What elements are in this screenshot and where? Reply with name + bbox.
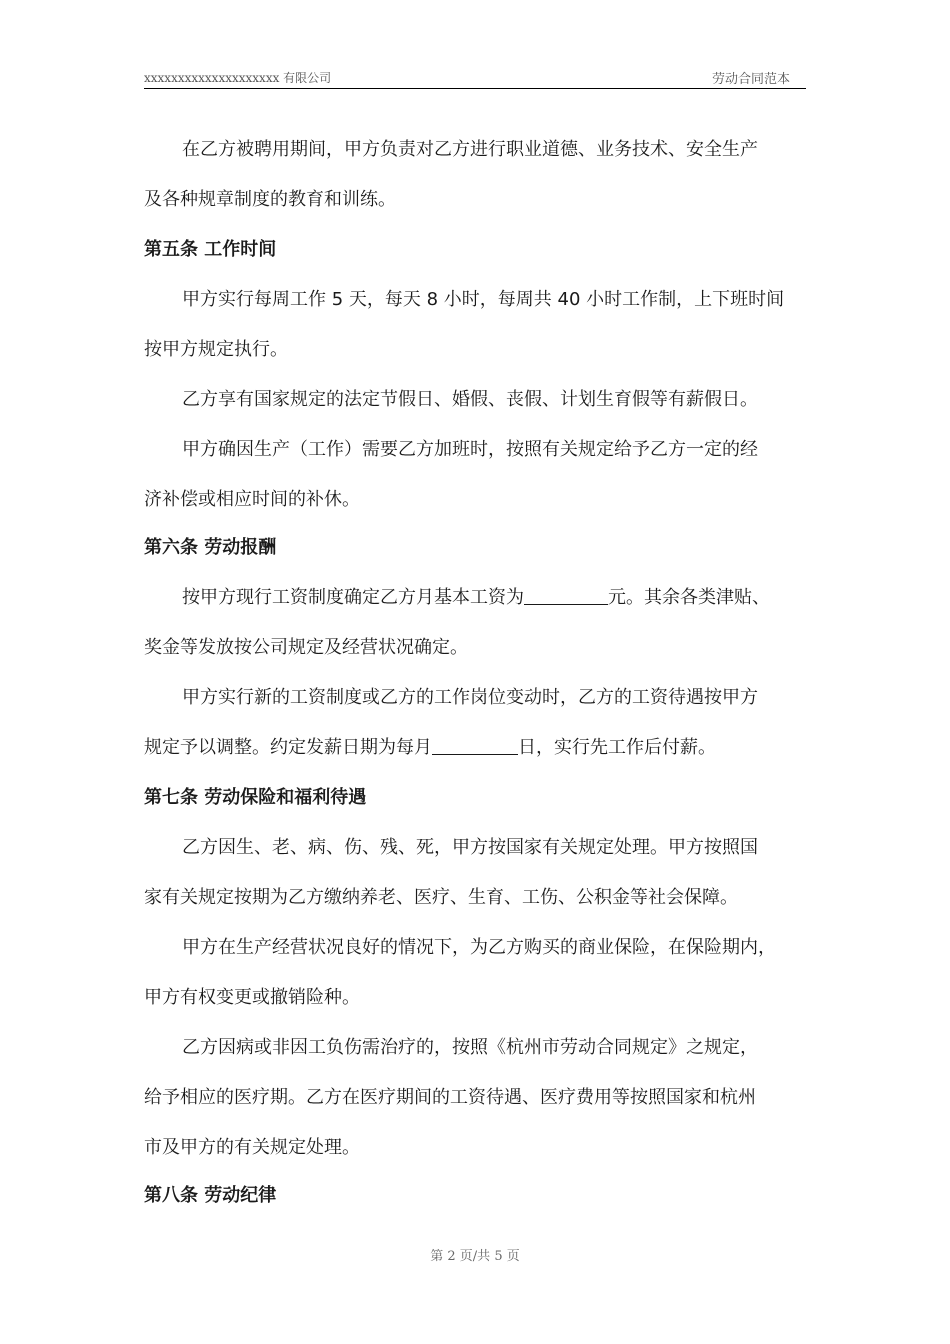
paragraph-hours-line2: 按甲方规定执行。 [144, 339, 288, 360]
page-header [144, 66, 806, 89]
paragraph-training-line2: 及各种规章制度的教育和训练。 [144, 189, 396, 210]
section-heading-8: 第八条 劳动纪律 [144, 1185, 277, 1206]
payday-text-after: 日，实行先工作后付薪。 [518, 737, 716, 758]
section-heading-6: 第六条 劳动报酬 [144, 537, 277, 558]
paragraph-medical-line1: 乙方因病或非因工负伤需治疗的，按照《杭州市劳动合同规定》之规定， [182, 1037, 758, 1058]
payday-text-before: 规定予以调整。约定发薪日期为每月 [144, 737, 432, 758]
payday-blank [432, 734, 518, 755]
paragraph-insurance-line2: 家有关规定按期为乙方缴纳养老、医疗、生育、工伤、公积金等社会保障。 [144, 887, 738, 908]
paragraph-hours-line1: 甲方实行每周工作 5 天，每天 8 小时，每周共 40 小时工作制，上下班时间 [182, 289, 785, 310]
paragraph-salary-line2: 奖金等发放按公司规定及经营状况确定。 [144, 637, 468, 658]
salary-amount-blank [524, 584, 608, 605]
paragraph-insurance-line1: 乙方因生、老、病、伤、残、死，甲方按国家有关规定处理。甲方按照国 [182, 837, 758, 858]
header-doc-title: 劳动合同范本 [711, 72, 790, 87]
section-heading-7: 第七条 劳动保险和福利待遇 [144, 787, 367, 808]
paragraph-salary-line1 [144, 573, 824, 623]
section-heading-5: 第五条 工作时间 [144, 239, 277, 260]
salary-text-after: 元。其余各类津贴、 [608, 587, 770, 608]
paragraph-payday-line2 [144, 723, 824, 773]
paragraph-medical-line2: 给予相应的医疗期。乙方在医疗期间的工资待遇、医疗费用等按照国家和杭州 [144, 1087, 756, 1108]
page-number: 第 2 页/共 5 页 [430, 1249, 520, 1264]
paragraph-commercial-line1: 甲方在生产经营状况良好的情况下，为乙方购买的商业保险，在保险期内， [182, 937, 776, 958]
paragraph-commercial-line2: 甲方有权变更或撤销险种。 [144, 987, 360, 1008]
salary-text-before: 按甲方现行工资制度确定乙方月基本工资为 [182, 587, 524, 608]
paragraph-overtime-line2: 济补偿或相应时间的补休。 [144, 489, 360, 510]
paragraph-overtime-line1: 甲方确因生产（工作）需要乙方加班时，按照有关规定给予乙方一定的经 [182, 439, 758, 460]
paragraph-payday-line1: 甲方实行新的工资制度或乙方的工作岗位变动时，乙方的工资待遇按甲方 [182, 687, 758, 708]
paragraph-training-line1: 在乙方被聘用期间，甲方负责对乙方进行职业道德、业务技术、安全生产 [182, 139, 758, 160]
paragraph-holidays: 乙方享有国家规定的法定节假日、婚假、丧假、计划生育假等有薪假日。 [182, 389, 758, 410]
header-company: xxxxxxxxxxxxxxxxxxxx 有限公司 [144, 71, 332, 85]
paragraph-medical-line3: 市及甲方的有关规定处理。 [144, 1137, 360, 1158]
